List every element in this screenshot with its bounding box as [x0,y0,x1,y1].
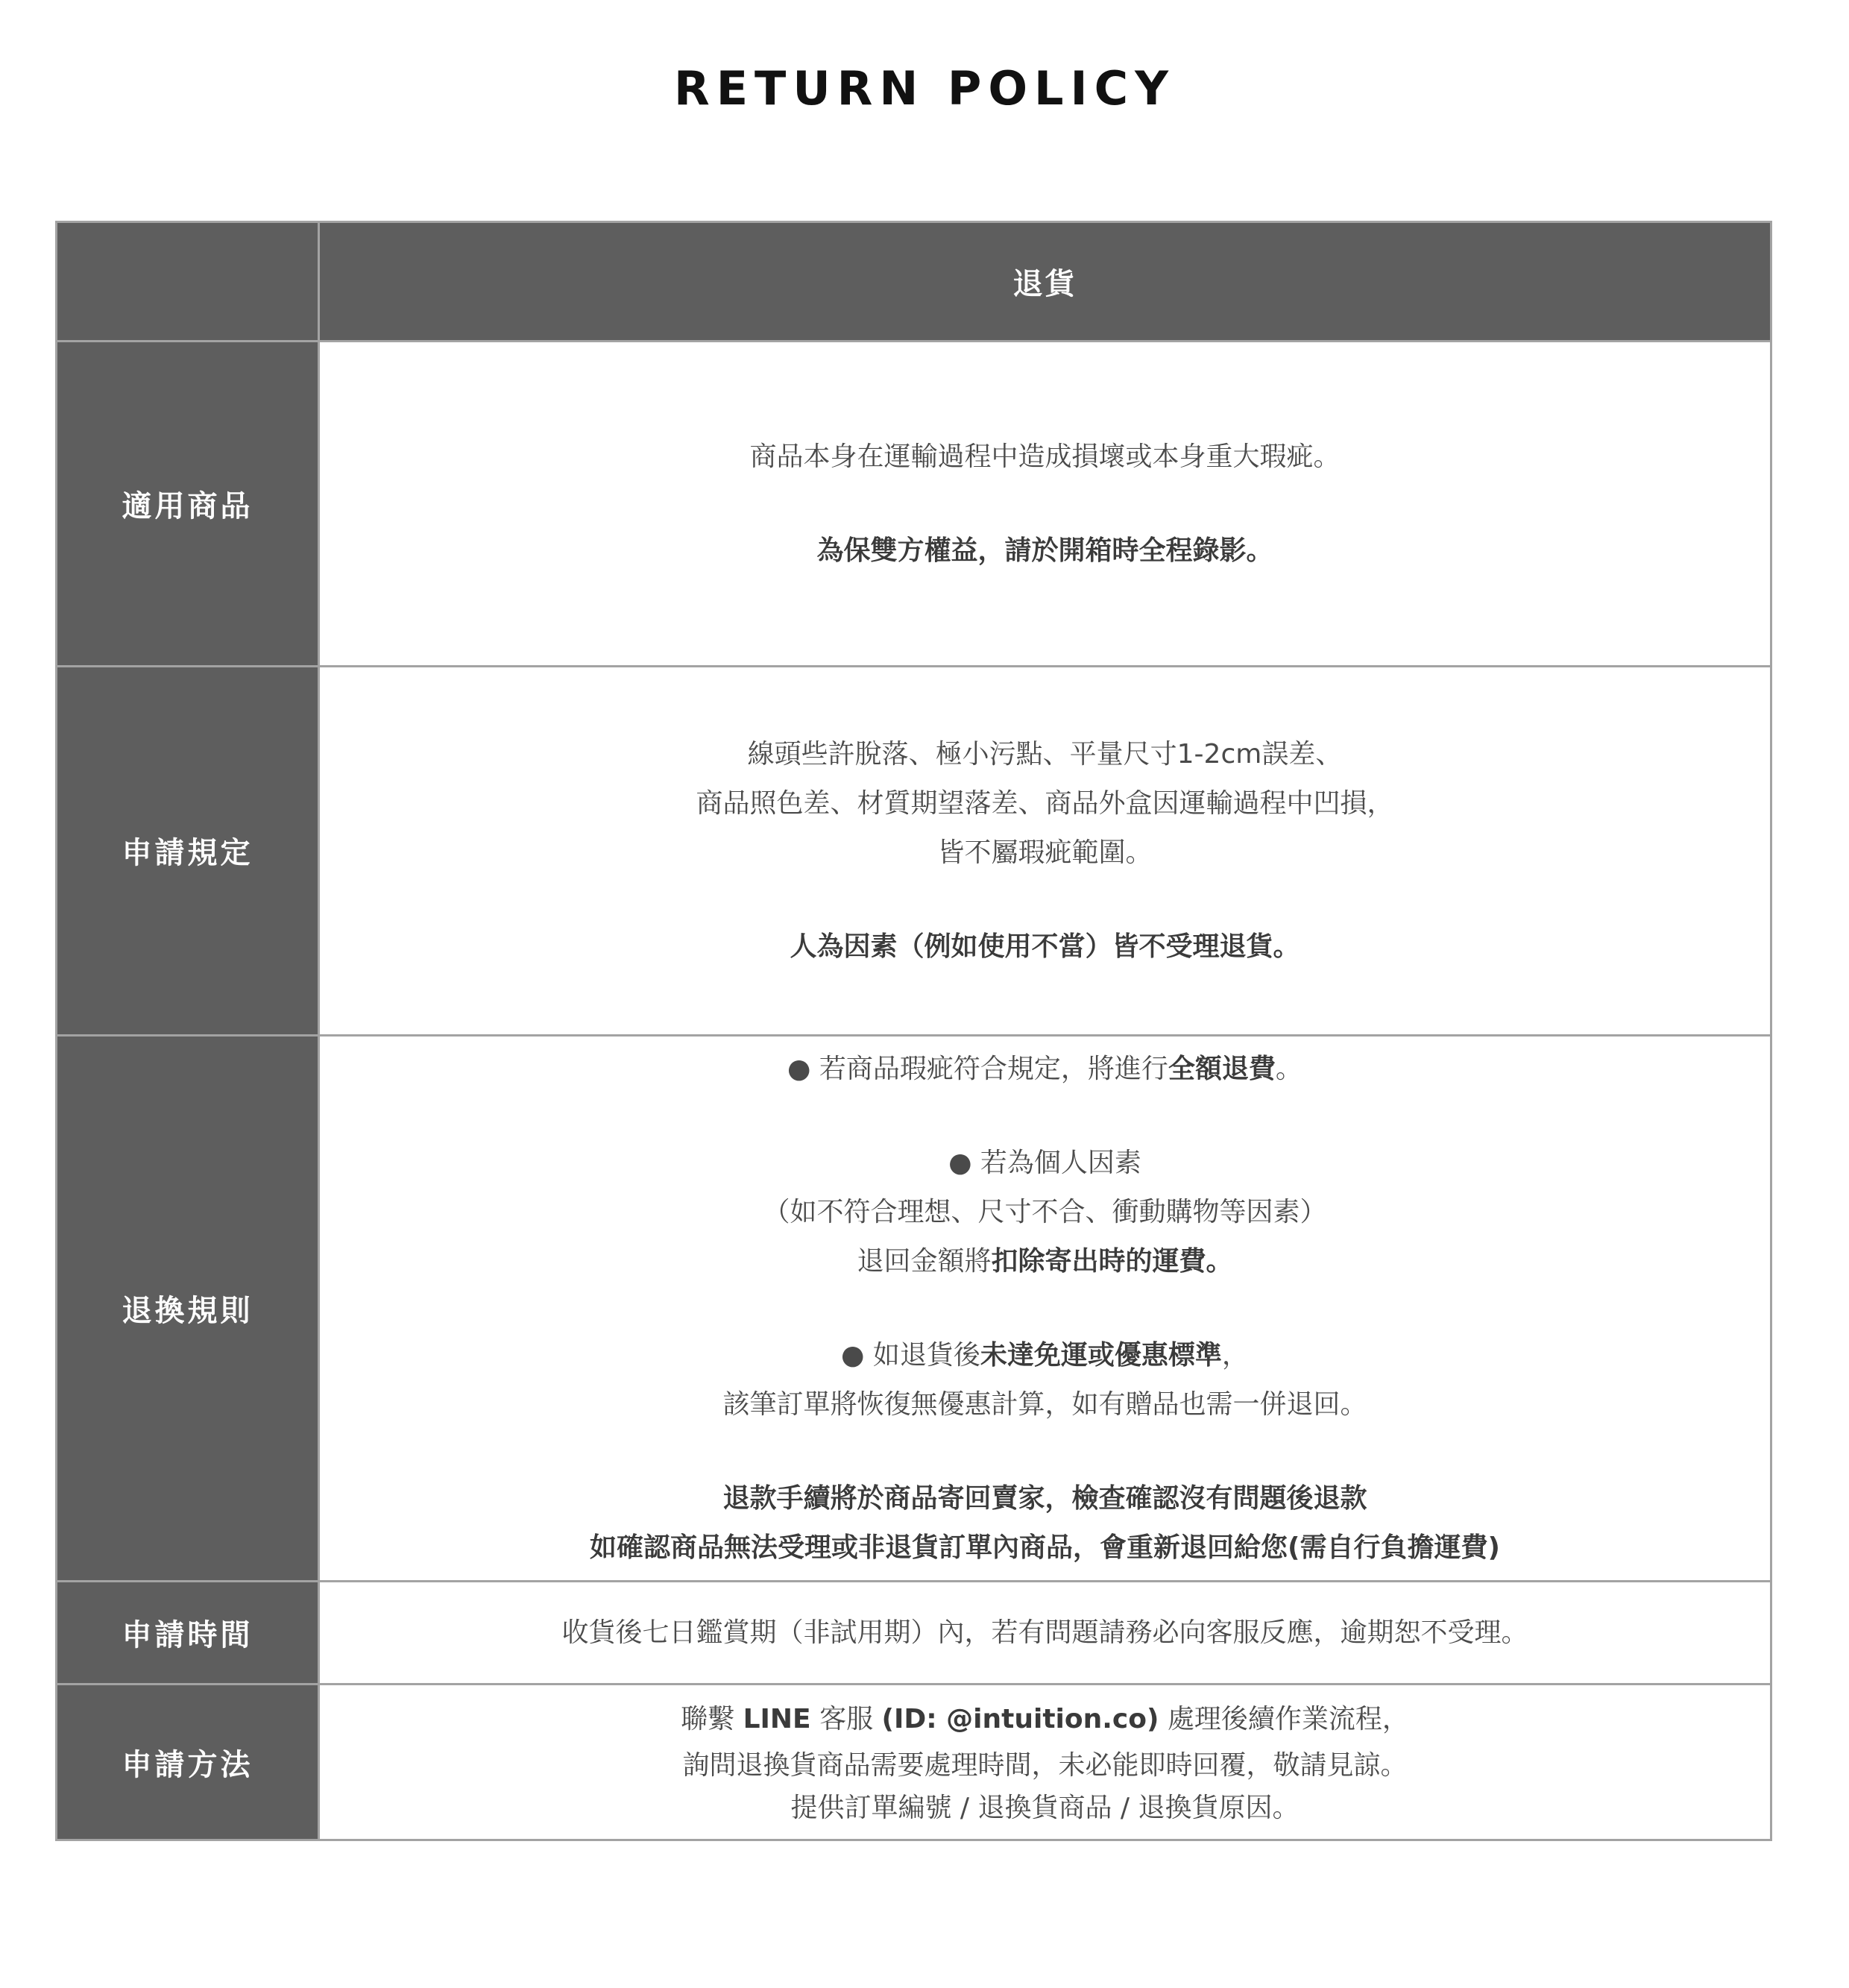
row-content-applicable-products [319,342,1771,666]
content-line-bold: 退款手續將於商品寄回賣家，檢查確認沒有問題後退款 [722,1482,1367,1514]
content-line: （如不符合理想、尺寸不合、衝動購物等因素） [763,1196,1327,1227]
content-line [320,1237,1770,1286]
content-line: 線頭些許脫落、極小污點、平量尺寸1-2cm誤差、 [747,738,1343,770]
text-segment: ● 若商品瑕疵符合規定，將進行 [787,1053,1168,1084]
page-title: RETURN POLICY [673,61,1176,116]
row-label-application-period: 申請時間 [57,1582,319,1685]
content-line: 詢問退換貨商品需要處理時間，未必能即時回覆，敬請見諒。 [682,1750,1408,1781]
text-segment: ， [1221,1339,1249,1371]
text-segment: 處理後續作業流程， [1159,1704,1409,1735]
text-segment: 客服 [810,1704,882,1735]
row-label-return-exchange-rules: 退換規則 [57,1036,319,1582]
content-line: 提供訂單編號 / 退換貨商品 / 退換貨原因。 [790,1793,1300,1824]
text-segment: 。 [1275,1053,1303,1084]
content-line-bold: 人為因素（例如使用不當）皆不受理退貨。 [790,931,1300,962]
content-line: 商品本身在運輸過程中造成損壞或本身重大瑕疵。 [749,441,1341,472]
content-line: 商品照色差、材質期望落差、商品外盒因運輸過程中凹損， [696,787,1394,819]
header-corner-cell [57,222,319,342]
text-segment: 退回金額將 [857,1245,992,1277]
header-return-column: 退貨 [319,222,1771,342]
table-row-applicable-products [57,342,1771,666]
row-label-application-rules: 申請規定 [57,666,319,1035]
text-segment: ● 如退貨後 [841,1339,980,1371]
table-row-return-exchange-rules [57,1036,1771,1582]
row-label-application-method: 申請方法 [57,1685,319,1840]
line-label: LINE [743,1704,811,1735]
text-segment-bold: 未達免運或優惠標準 [980,1339,1222,1371]
line-id: (ID: @intuition.co) [881,1704,1159,1735]
return-policy-table [55,221,1772,1841]
text-segment-bold: 全額退費 [1168,1053,1276,1084]
content-line [320,1696,1770,1743]
table-row-application-method [57,1685,1771,1840]
row-content-application-rules [319,666,1771,1035]
content-line: 收貨後七日鑑賞期（非試用期）內，若有問題請務必向客服反應，逾期恕不受理。 [561,1617,1528,1648]
content-line [320,1045,1770,1094]
row-content-application-period [319,1582,1771,1685]
content-line-bold: 如確認商品無法受理或非退貨訂單內商品，會重新退回給您(需自行負擔運費) [590,1532,1500,1563]
table-row-application-period [57,1582,1771,1685]
content-line: ● 若為個人因素 [948,1147,1141,1178]
table-row-application-rules [57,666,1771,1035]
content-line-bold: 為保雙方權益，請於開箱時全程錄影。 [816,535,1273,566]
row-content-application-method [319,1685,1771,1840]
content-line: 皆不屬瑕疵範圍。 [937,837,1153,868]
text-segment-bold: 扣除寄出時的運費。 [991,1245,1233,1277]
content-line [320,1331,1770,1380]
row-label-applicable-products: 適用商品 [57,342,319,666]
table-header-row [57,222,1771,342]
content-line: 該筆訂單將恢復無優惠計算，如有贈品也需一併退回。 [722,1388,1367,1420]
row-content-return-exchange-rules [319,1036,1771,1582]
text-segment: 聯繫 [681,1704,743,1735]
